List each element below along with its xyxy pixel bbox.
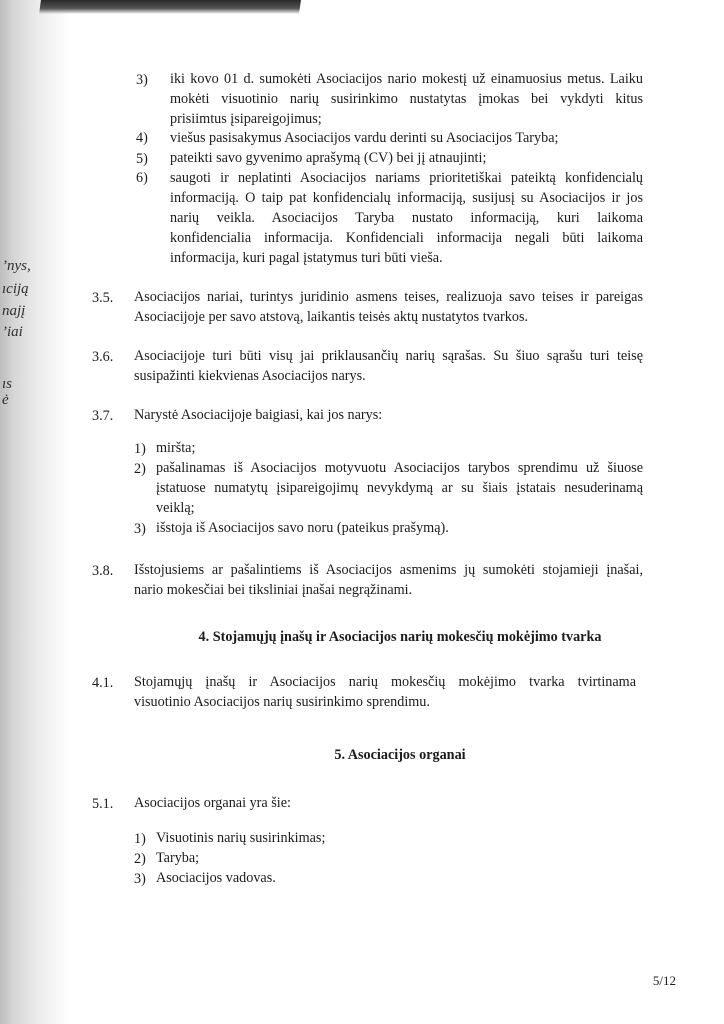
body-text-line: informacija, kuri pagal įstatymus turi būti vieša. xyxy=(170,250,443,266)
binding-shadow xyxy=(0,0,70,1024)
body-text-line: visuotinio Asociacijos narių susirinkimo sprendimu. xyxy=(134,694,430,710)
body-text-line: pateikti savo gyvenimo aprašymą (CV) bei jį atnaujinti; xyxy=(170,150,487,166)
body-text-line: Stojamųjų įnašų ir Asociacijos narių mokesčių mokėjimo tvarka tvirtinama xyxy=(134,674,636,690)
body-text-line: prisiimtus įsipareigojimus; xyxy=(170,111,322,127)
margin-fragment: ’nys, xyxy=(2,258,31,274)
section-number: 3.6. xyxy=(92,349,114,365)
body-text-line: miršta; xyxy=(156,440,196,456)
list-item-number: 1) xyxy=(134,831,146,847)
body-text-line: Asociacijoje turi būti visų jai priklausančių narių sąrašas. Su šiuo sąrašu turi teisę xyxy=(134,348,643,364)
margin-fragment: ė xyxy=(2,392,9,408)
list-item-number: 4) xyxy=(136,130,148,146)
body-text-line: Asociacijos nariai, turintys juridinio asmens teises, realizuoja savo teises ir pareigas xyxy=(134,289,643,305)
list-item-number: 3) xyxy=(136,72,148,88)
body-text-line: viešus pasisakymus Asociacijos vardu derinti su Asociacijos Taryba; xyxy=(170,130,559,146)
body-text-line: Asociacijos vadovas. xyxy=(156,870,276,886)
body-text-line: Narystė Asociacijoje baigiasi, kai jos narys: xyxy=(134,407,383,423)
body-text-line: saugoti ir neplatinti Asociacijos nariams prioritetiškai pateiktą konfidencialų xyxy=(170,170,643,186)
list-item-number: 3) xyxy=(134,521,146,537)
section-number: 4.1. xyxy=(92,675,114,691)
body-text-line: konfidencialia informacija. Konfidenciali informacija negali būti laikoma xyxy=(170,230,643,246)
list-item-number: 6) xyxy=(136,170,148,186)
scan-top-edge xyxy=(39,0,301,14)
margin-fragment: najį xyxy=(2,303,26,319)
body-text-line: įstatuose numatytų įsipareigojimų nevykdymą ar su šiais įstatais nesuderinamą xyxy=(156,480,643,496)
margin-fragment: ıs xyxy=(2,376,13,392)
body-text-line: susipažinti kiekvienas Asociacijos narys. xyxy=(134,368,366,384)
list-item-number: 1) xyxy=(134,441,146,457)
section-heading: 4. Stojamųjų įnašų ir Asociacijos narių mokesčių mokėjimo tvarka xyxy=(198,629,602,645)
section-number: 3.7. xyxy=(92,408,114,424)
body-text-line: Taryba; xyxy=(156,850,200,866)
body-text-line: Išstojusiems ar pašalintiems iš Asociacijos asmenims jų sumokėti stojamieji įnašai, xyxy=(134,562,643,578)
body-text-line: Asociacijos organai yra šie: xyxy=(134,795,291,811)
body-text-line: pašalinamas iš Asociacijos motyvuotu Asociacijos tarybos sprendimu už šiuose xyxy=(156,460,643,476)
section-heading: 5. Asociacijos organai xyxy=(334,747,466,763)
body-text-line: informaciją. O taip pat konfidencialų informaciją, susijusį su Asociacijos ir jos xyxy=(170,190,643,206)
list-item-number: 2) xyxy=(134,851,146,867)
body-text-line: mokėti visuotinio narių susirinkimo nustatytas įmokas bei vykdyti kitus xyxy=(170,91,643,107)
section-number: 3.5. xyxy=(92,290,114,306)
body-text-line: išstoja iš Asociacijos savo noru (pateikus prašymą). xyxy=(156,520,449,536)
margin-fragment: ıciją xyxy=(2,281,29,297)
margin-fragment: ’iai xyxy=(2,324,23,340)
body-text-line: veiklą; xyxy=(156,500,195,516)
body-text-line: nario mokesčiai bei tiksliniai įnašai negrąžinami. xyxy=(134,582,413,598)
list-item-number: 3) xyxy=(134,871,146,887)
section-number: 3.8. xyxy=(92,563,114,579)
section-number: 5.1. xyxy=(92,796,114,812)
body-text-line: narių veikla. Asociacijos Taryba nustato informaciją, kuri laikoma xyxy=(170,210,643,226)
body-text-line: Asociacijoje per savo atstovą, laikantis teisės aktų nustatytos tvarkos. xyxy=(134,309,529,325)
body-text-line: iki kovo 01 d. sumokėti Asociacijos nario mokestį už einamuosius metus. Laiku xyxy=(170,71,643,87)
body-text-line: Visuotinis narių susirinkimas; xyxy=(156,830,326,846)
list-item-number: 5) xyxy=(136,151,148,167)
list-item-number: 2) xyxy=(134,461,146,477)
page-number: 5/12 xyxy=(652,973,676,988)
